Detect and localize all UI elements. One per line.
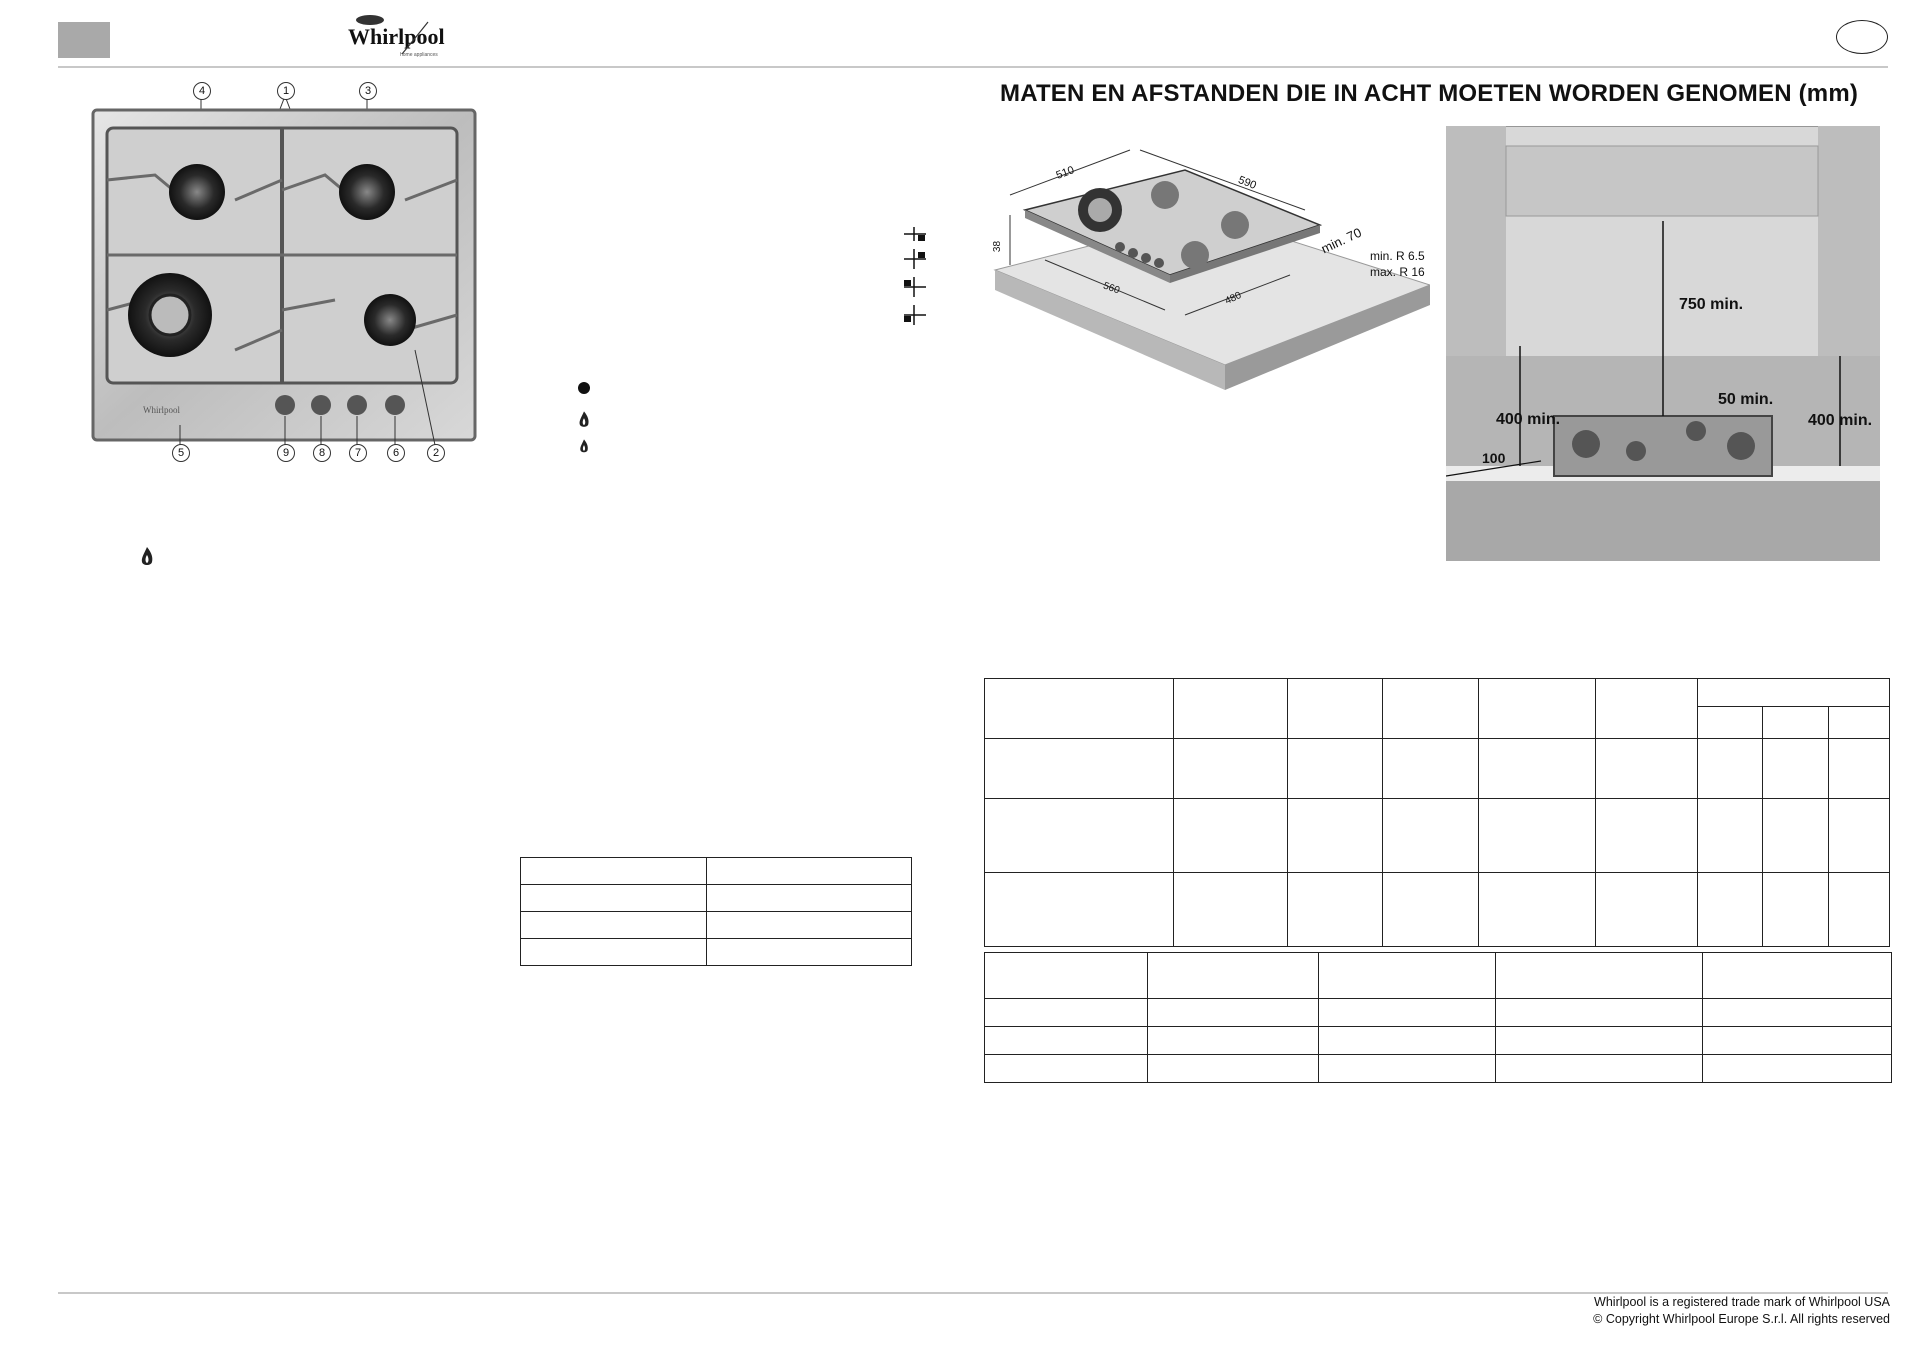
callout-4: 4	[193, 82, 211, 100]
gas-consumption-table	[984, 678, 1890, 947]
dim-38: 38	[992, 240, 1004, 253]
callout-6: 6	[387, 444, 405, 462]
gas-table	[520, 857, 912, 966]
dim-50-min: 50 min.	[1718, 391, 1774, 408]
svg-text:home appliances: home appliances	[400, 52, 438, 58]
callout-2: 2	[427, 444, 445, 462]
callout-9: 9	[277, 444, 295, 462]
language-tab	[58, 22, 110, 58]
off-symbol-icon	[578, 382, 590, 394]
logo-text: Whirlpool	[348, 24, 445, 49]
trademark-line: Whirlpool is a registered trade mark of Whirlpool USA	[1594, 1295, 1890, 1309]
hob-illustration	[85, 80, 485, 465]
copyright-line: © Copyright Whirlpool Europe S.r.l. All rights reserved	[1593, 1312, 1890, 1326]
svg-text:Whirlpool: Whirlpool	[143, 405, 180, 415]
dim-560: 560	[1101, 280, 1122, 297]
dim-100: 100	[1482, 450, 1506, 466]
dim-590: 590	[1236, 173, 1258, 193]
dimension-diagram	[990, 125, 1430, 390]
language-badge	[1836, 20, 1888, 54]
callout-7: 7	[349, 444, 367, 462]
dim-400-min-left: 400 min.	[1496, 411, 1561, 428]
flame-large-icon	[578, 410, 590, 435]
injector-table	[984, 952, 1892, 1083]
header-rule	[58, 66, 1888, 68]
dim-750-min: 750 min.	[1679, 296, 1744, 313]
callout-3: 3	[359, 82, 377, 100]
whirlpool-logo	[340, 12, 450, 62]
section-title: MATEN EN AFSTANDEN DIE IN ACHT MOETEN WORDEN GENOMEN (mm)	[1000, 80, 1859, 107]
dim-min-r: min. R 6.5	[1370, 249, 1425, 263]
dim-480: 480	[1223, 289, 1244, 308]
dim-400-min-right: 400 min.	[1808, 412, 1873, 429]
installation-diagram	[1446, 126, 1880, 561]
flame-small-icon	[579, 438, 589, 460]
callout-1: 1	[277, 82, 295, 100]
callout-8: 8	[313, 444, 331, 462]
dim-510: 510	[1054, 164, 1076, 182]
footer-trademark	[1593, 1294, 1890, 1328]
dim-max-r: max. R 16	[1370, 265, 1425, 279]
callout-5: 5	[172, 444, 190, 462]
flame-icon	[140, 546, 154, 573]
installation-symbols	[900, 225, 930, 340]
dim-min70: min. 70	[1318, 224, 1364, 257]
